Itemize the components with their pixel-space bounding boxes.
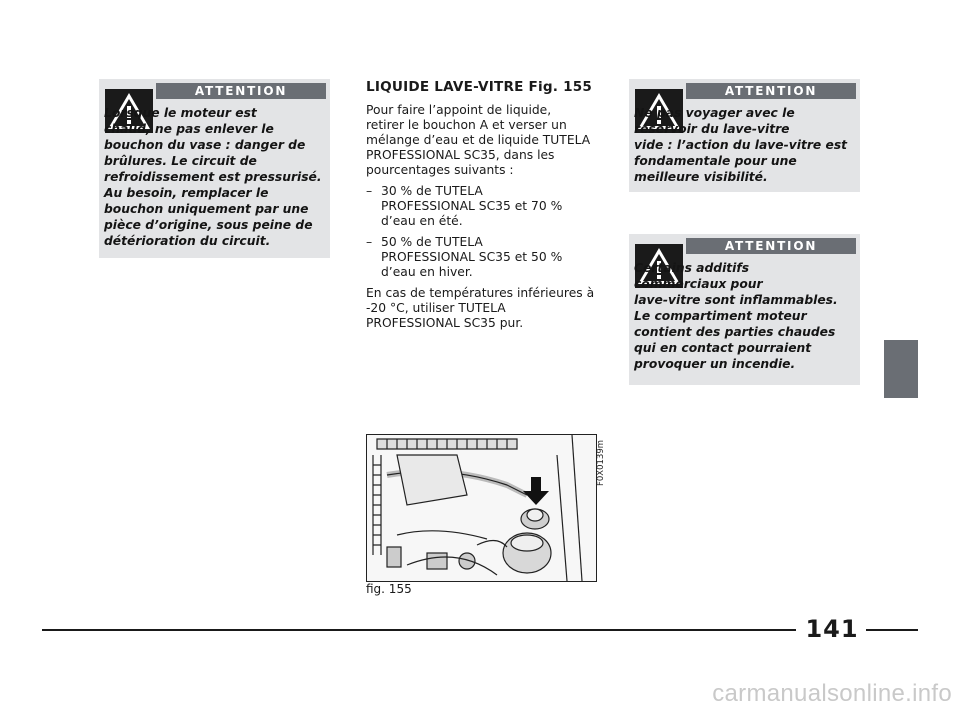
watermark: carmanualsonline.info bbox=[712, 680, 952, 707]
footer-rule-left bbox=[42, 629, 796, 631]
list-item-text: 30 % de TUTELA PROFESSIONAL SC35 et 70 % d’eau en été. bbox=[381, 184, 563, 228]
warning-box-flammable-additives bbox=[629, 234, 860, 385]
intro-paragraph: Pour faire l’appoint de liquide, retirer le bouchon A et verser un mélange d’eau et de liquide TUTELA PROFESSIONAL SC35, dans les pourcentages suivants : bbox=[366, 103, 591, 177]
list-dash: – bbox=[366, 184, 373, 198]
engine-bay-illustration bbox=[366, 434, 597, 582]
chapter-tab-marker bbox=[884, 340, 918, 398]
warning-text: Lorsque le moteur est chaud, ne pas enlever le bouchon du vase : danger de brûlures. Le circuit de refroidissement est pressurisé. Au besoin, remplacer le bouchon uniquement par une pièce d’origine, sous peine de détérioration du circuit. bbox=[104, 106, 322, 248]
attention-header: ATTENTION bbox=[686, 83, 856, 99]
list-item-text: 50 % de TUTELA PROFESSIONAL SC35 et 50 % d’eau en hiver. bbox=[381, 235, 563, 279]
footer-rule-right bbox=[866, 629, 918, 631]
outro-paragraph: En cas de températures inférieures à -20 °C, utiliser TUTELA PROFESSIONAL SC35 pur. bbox=[366, 286, 595, 330]
arrow-indicator-icon bbox=[523, 477, 549, 505]
list-item bbox=[366, 184, 598, 229]
section-title: LIQUIDE LAVE-VITRE Fig. 155 bbox=[366, 79, 593, 95]
list-item bbox=[366, 235, 598, 280]
attention-header: ATTENTION bbox=[686, 238, 856, 254]
figure-code-label bbox=[594, 428, 606, 488]
warning-text: Certains additifs commerciaux pour lave-vitre sont inflammables. Le compartiment moteur contient des parties chaudes qui en contact pourraient provoquer un incendie. bbox=[634, 261, 838, 371]
engine-bay-drawing bbox=[367, 435, 596, 581]
page-number: 141 bbox=[805, 615, 859, 643]
main-column bbox=[366, 79, 598, 337]
figure-code-text: F0X0139m bbox=[596, 439, 606, 486]
list-dash: – bbox=[366, 235, 373, 249]
figure-caption: fig. 155 bbox=[366, 582, 412, 596]
warning-box-engine-hot bbox=[99, 79, 330, 258]
warning-box-empty-reservoir bbox=[629, 79, 860, 192]
attention-header: ATTENTION bbox=[156, 83, 326, 99]
warning-text: Ne pas voyager avec le réservoir du lave-vitre vide : l’action du lave-vitre est fondamentale pour une meilleure visibilité. bbox=[634, 106, 848, 184]
